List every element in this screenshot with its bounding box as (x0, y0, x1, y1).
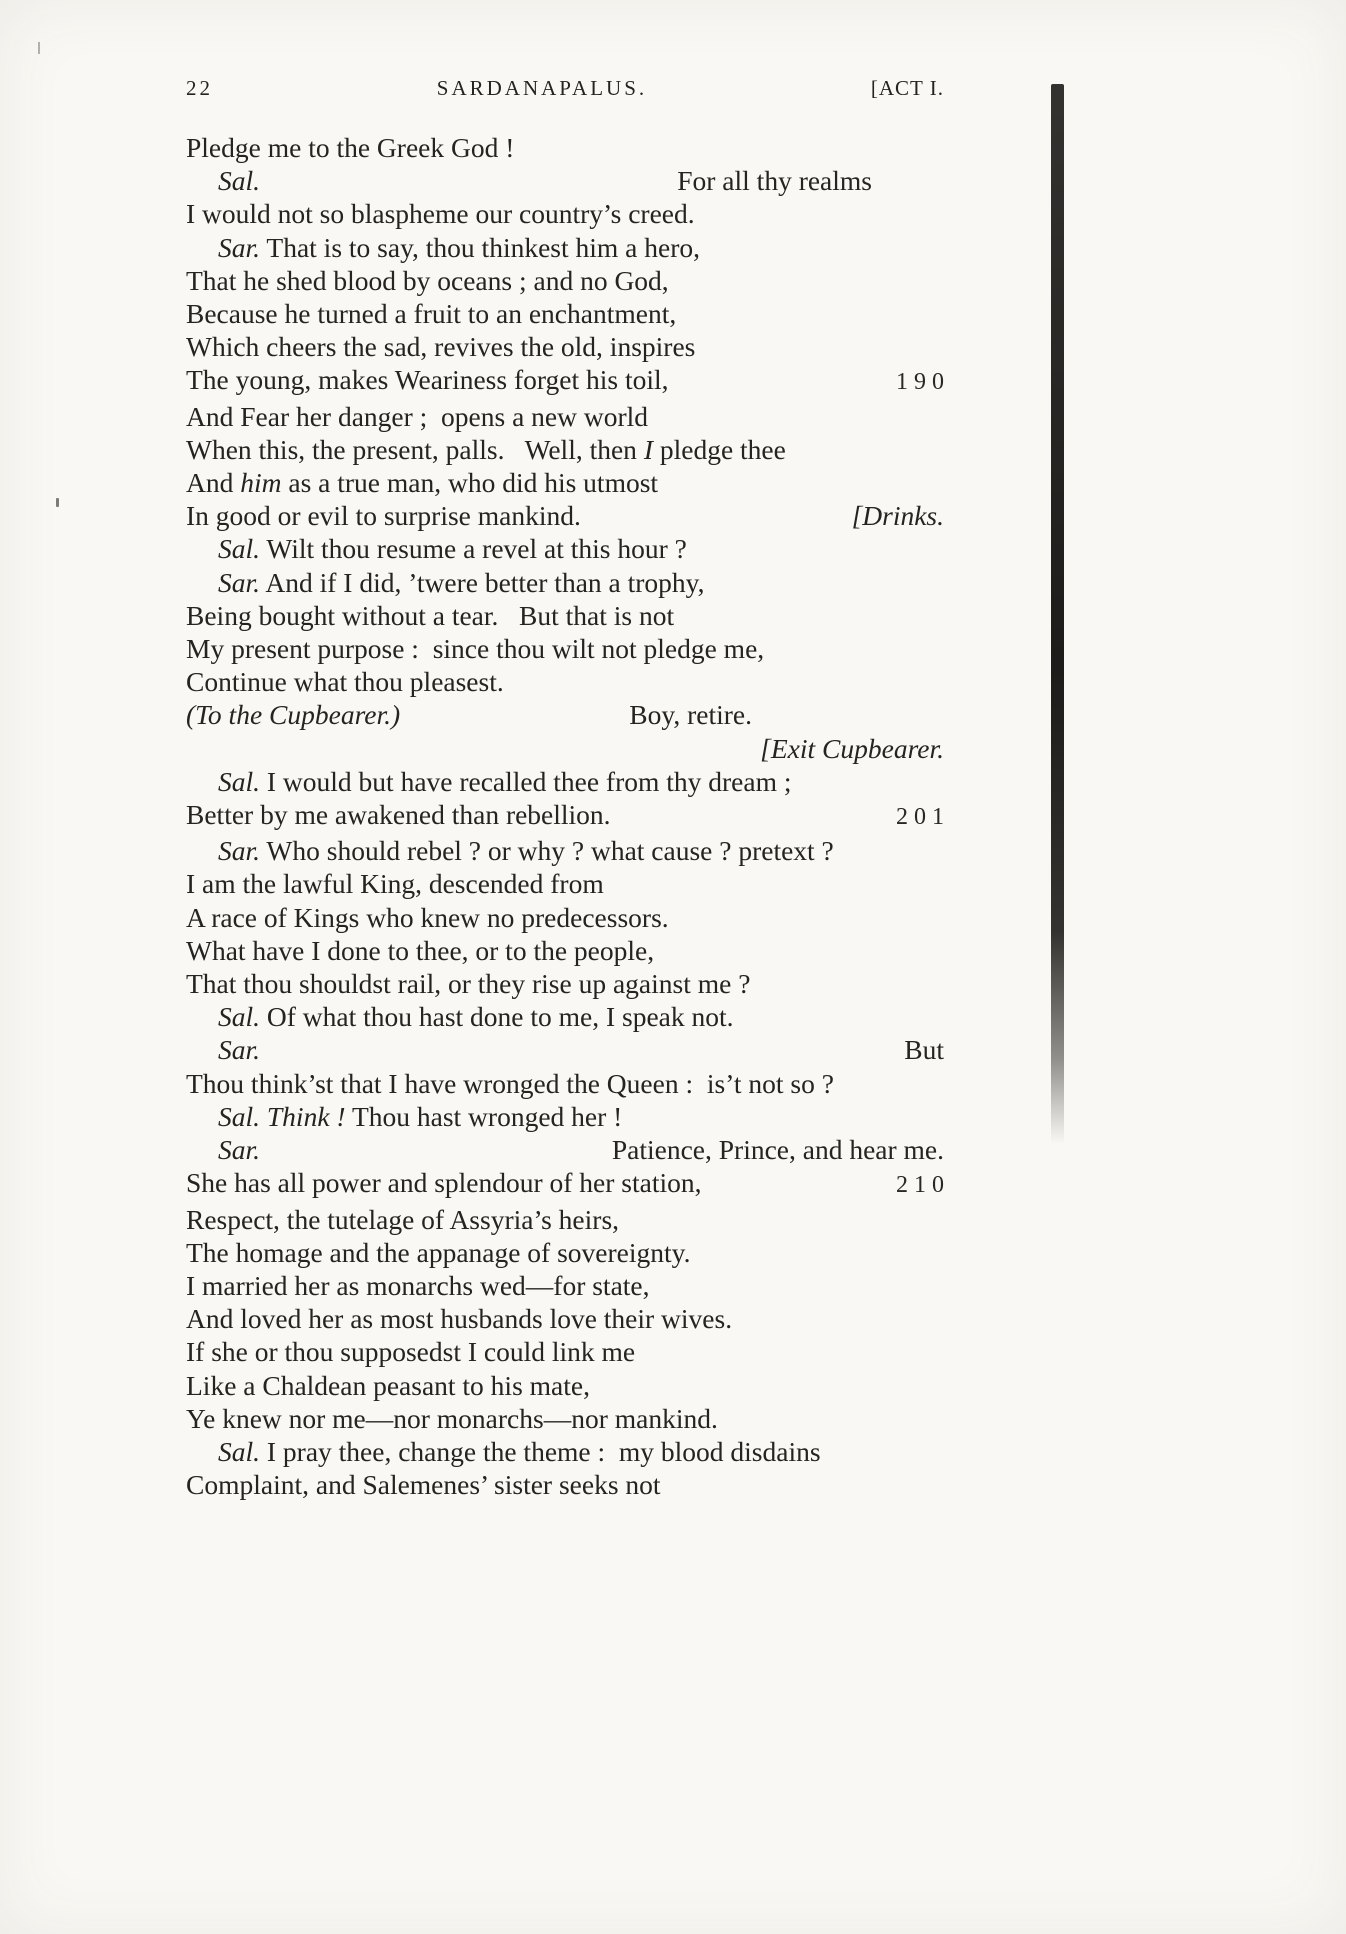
verse-text: I married her as monarchs wed—for state, (186, 1269, 650, 1301)
verse-line (186, 1468, 944, 1501)
verse-text: And him as a true man, who did his utmost (186, 467, 659, 499)
verse-text: Sar. (218, 1034, 261, 1066)
verse-line (186, 599, 944, 632)
verse-line (186, 1269, 944, 1302)
verse-line (186, 1236, 944, 1269)
verse-line (186, 1067, 944, 1100)
verse-text: In good or evil to surprise mankind. (186, 500, 581, 532)
verse-continuation: For all thy realms (677, 165, 872, 197)
stage-direction: [Drinks. (851, 500, 944, 532)
verse-text: My present purpose : since thou wilt not pledge me, (186, 633, 765, 665)
verse-text: What have I done to thee, or to the people, (186, 934, 655, 966)
verse-line (186, 1203, 944, 1236)
verse-text: Complaint, and Salemenes’ sister seeks not (186, 1469, 661, 1501)
verse-text: That thou shouldst rail, or they rise up against me ? (186, 968, 751, 1000)
verse-line (186, 566, 944, 599)
verse-line (186, 1100, 944, 1133)
verse-line (186, 834, 944, 867)
line-number: 201 (896, 804, 950, 831)
text-block (186, 131, 950, 1501)
verse-text: If she or thou supposedst I could link me (186, 1336, 636, 1368)
verse-line (186, 330, 944, 363)
verse-text: Continue what thou pleasest. (186, 666, 504, 698)
verse-text: Thou think’st that I have wronged the Queen : is’t not so ? (186, 1067, 834, 1099)
verse-text: Sar. (218, 1134, 261, 1166)
verse-line (186, 400, 944, 433)
verse-text: Because he turned a fruit to an enchantment, (186, 298, 677, 330)
scan-artifact-bar (1051, 84, 1064, 1144)
verse-line (186, 297, 944, 330)
verse-line (186, 867, 944, 900)
verse-text: Sar. That is to say, thou thinkest him a hero, (218, 231, 700, 263)
scan-speck-top-left (38, 42, 40, 54)
verse-line (186, 532, 944, 565)
verse-line (186, 765, 944, 798)
verse-text: I would not so blaspheme our country’s creed. (186, 198, 695, 230)
verse-line (186, 1302, 944, 1335)
verse-continuation: Patience, Prince, and hear me. (611, 1134, 944, 1166)
verse-text: The homage and the appanage of sovereignty. (186, 1236, 691, 1268)
verse-text: Which cheers the sad, revives the old, inspires (186, 331, 696, 363)
verse-line (186, 798, 950, 834)
verse-line (186, 264, 944, 297)
page-number: 22 (186, 76, 213, 100)
verse-text: A race of Kings who knew no predecessors. (186, 901, 669, 933)
verse-line (186, 1166, 950, 1202)
verse-line (186, 164, 944, 197)
verse-text: She has all power and splendour of her station, (186, 1167, 702, 1199)
verse-line (186, 1000, 944, 1033)
verse-text: Sar. Who should rebel ? or why ? what cause ? pretext ? (218, 835, 834, 867)
verse-text: Sal. Think ! Thou hast wronged her ! (218, 1100, 623, 1132)
verse-text: Respect, the tutelage of Assyria’s heirs, (186, 1203, 620, 1235)
verse-text: Sal. I would but have recalled thee from thy dream ; (218, 765, 792, 797)
verse-text: The young, makes Weariness forget his toil, (186, 364, 669, 396)
verse-text: Better by me awakened than rebellion. (186, 799, 611, 831)
verse-line (186, 901, 944, 934)
verse-line (186, 499, 944, 532)
verse-line (186, 732, 944, 765)
verse-line (186, 698, 944, 731)
page-content (186, 76, 950, 1501)
verse-text: (To the Cupbearer.) (186, 699, 401, 731)
line-number: 210 (896, 1172, 950, 1199)
verse-line (186, 934, 944, 967)
verse-text: Pledge me to the Greek God ! (186, 132, 515, 163)
book-title: SARDANAPALUS. (436, 76, 648, 100)
verse-line (186, 665, 944, 698)
verse-line (186, 466, 944, 499)
verse-text: Sal. (218, 165, 261, 197)
verse-line (186, 632, 944, 665)
verse-line (186, 131, 944, 164)
verse-text: Sal. Of what thou hast done to me, I speak not. (218, 1001, 734, 1033)
stage-direction: [Exit Cupbearer. (760, 732, 944, 764)
verse-line (186, 231, 944, 264)
verse-text: That he shed blood by oceans ; and no God, (186, 264, 669, 296)
verse-text: Sal. I pray thee, change the theme : my blood disdains (218, 1435, 821, 1467)
verse-text: Sal. Wilt thou resume a revel at this hour ? (218, 533, 687, 565)
verse-continuation: But (904, 1034, 944, 1066)
verse-continuation: Boy, retire. (629, 699, 752, 731)
verse-text: And Fear her danger ; opens a new world (186, 400, 649, 432)
verse-line (186, 1402, 944, 1435)
line-number: 190 (896, 369, 950, 396)
verse-line (186, 1335, 944, 1368)
verse-line (186, 1369, 944, 1402)
verse-text: When this, the present, palls. Well, then I pledge thee (186, 433, 786, 465)
verse-text: Ye knew nor me—nor monarchs—nor mankind. (186, 1402, 718, 1434)
verse-text: Sar. And if I did, ’twere better than a trophy, (218, 566, 705, 598)
verse-line (186, 197, 944, 230)
verse-line (186, 1435, 944, 1468)
verse-text: Like a Chaldean peasant to his mate, (186, 1369, 590, 1401)
verse-text: Being bought without a tear. But that is not (186, 599, 675, 631)
running-header (186, 76, 944, 101)
scan-speck-left-margin (56, 498, 59, 507)
verse-text: And loved her as most husbands love their wives. (186, 1303, 733, 1335)
verse-line (186, 363, 950, 399)
verse-text: I am the lawful King, descended from (186, 868, 604, 900)
verse-line (186, 433, 944, 466)
verse-line (186, 1133, 944, 1166)
act-label: [ACT I. (870, 76, 944, 100)
verse-line (186, 967, 944, 1000)
verse-line (186, 1033, 944, 1066)
